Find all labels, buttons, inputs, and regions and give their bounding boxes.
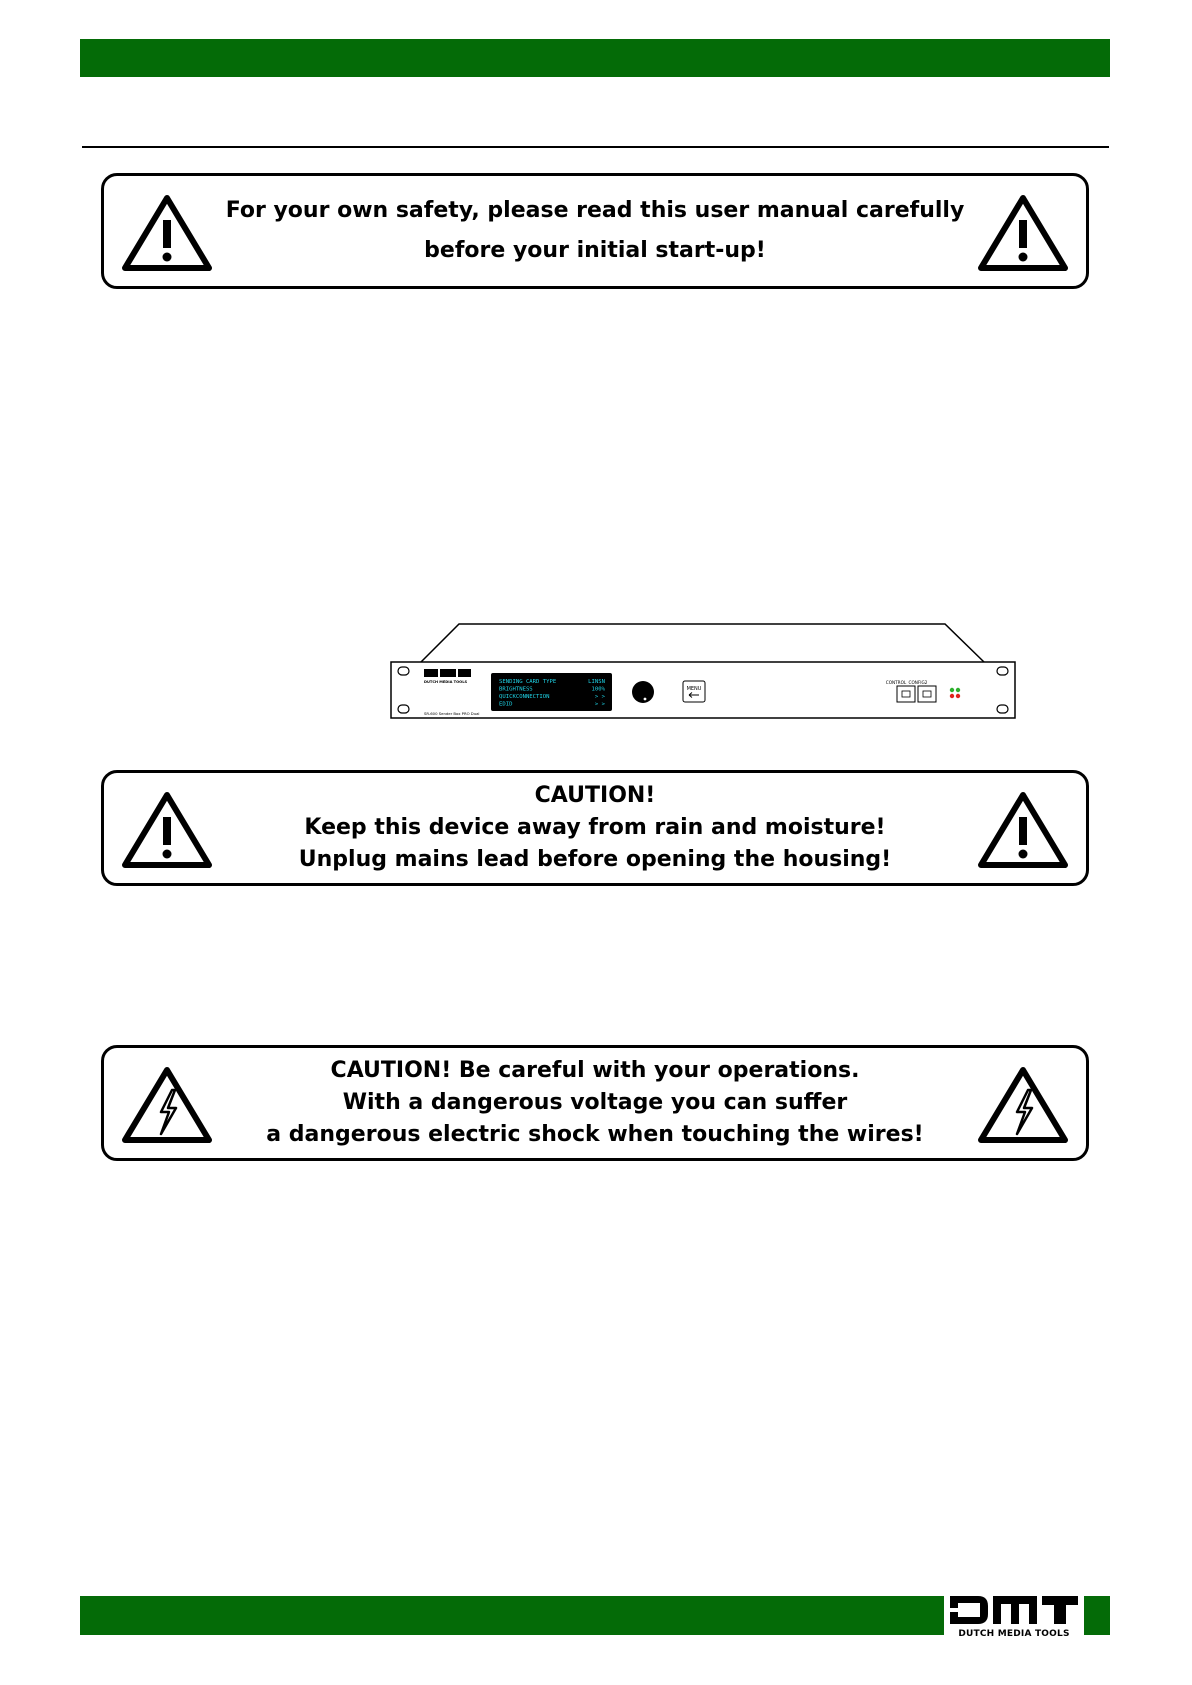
safety-notice-line-2: before your initial start-up! [424,238,766,263]
voltage-notice-line-3: a dangerous electric shock when touching the wires! [266,1122,924,1147]
device-rotary-knob [632,681,654,703]
device-usb-port-1 [897,686,915,702]
display-row-1-value: LINSN [588,679,605,685]
warning-exclamation-icon [977,791,1069,869]
caution-moisture-notice [101,770,1089,886]
device-brand-subtitle: DUTCH MEDIA TOOLS [424,680,468,684]
device-usb-port-2 [918,686,936,702]
device-port-label-1: CONTROL [885,680,907,685]
display-row-3-value: > > [594,694,605,700]
header-bar [80,39,1110,77]
device-port-label-2: CONFIG2 [908,680,928,685]
voltage-notice-line-1: CAUTION! Be careful with your operations. [330,1058,860,1083]
high-voltage-icon [121,1066,213,1144]
warning-exclamation-icon [121,791,213,869]
display-row-4-value: > > [594,701,605,708]
display-row-1-label: SENDING CARD TYPE [499,679,557,685]
caution-moisture-line: Keep this device away from rain and moisture! [304,815,886,840]
caution-heading: CAUTION! [534,783,656,808]
dmt-logo-mark [948,1594,1080,1626]
warning-exclamation-icon [977,194,1069,272]
device-front-panel [389,620,1017,722]
device-status-led [956,688,960,692]
safety-notice-line-1: For your own safety, please read this user manual carefully [225,198,965,223]
device-status-led [950,688,954,692]
display-row-2-value: 100% [591,686,605,693]
display-row-4-label: EDID [499,701,513,708]
header-rule [82,146,1109,148]
warning-exclamation-icon [121,194,213,272]
caution-unplug-line: Unplug mains lead before opening the housing! [298,847,892,872]
device-menu-label: MENU [686,686,702,692]
high-voltage-icon [977,1066,1069,1144]
dmt-logo [944,1592,1084,1640]
device-status-led [950,694,954,698]
safety-notice [101,173,1089,289]
device-brand-logo [424,669,471,684]
dmt-logo-subtitle: DUTCH MEDIA TOOLS [958,1629,1070,1639]
display-row-2-label: BRIGHTNESS [499,686,533,693]
caution-voltage-notice [101,1045,1089,1161]
voltage-notice-line-2: With a dangerous voltage you can suffer [342,1090,848,1115]
device-status-led [956,694,960,698]
display-row-3-label: QUICKCONNECTION [499,694,550,700]
device-model-label: SR-600 Sender Box PRO Dual [424,711,480,716]
